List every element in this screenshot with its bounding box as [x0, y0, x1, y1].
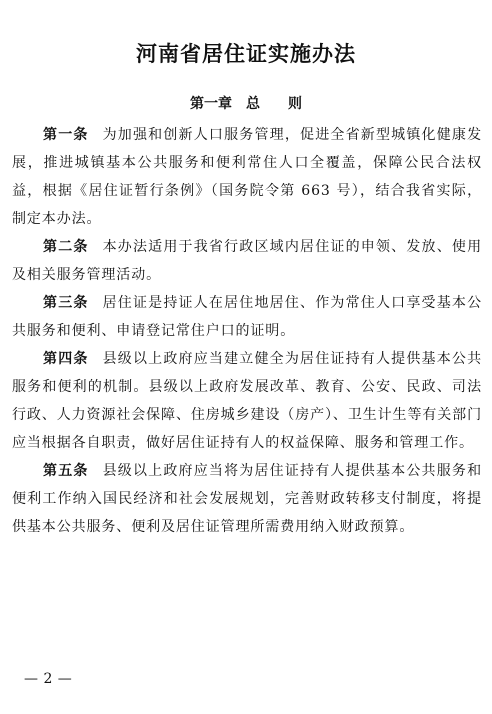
article-3 [12, 289, 482, 345]
article-number: 第三条 [43, 295, 89, 311]
article-number: 第一条 [43, 127, 89, 143]
article-4 [12, 345, 482, 457]
document-title: 河南省居住证实施办法 [136, 41, 356, 66]
article-number: 第四条 [43, 351, 89, 367]
article-number: 第五条 [43, 463, 89, 479]
article-text: 居住证是持证人在居住地居住、作为常住人口享受基本公共服务和便利、申请登记常住户口的证明。 [12, 295, 483, 339]
article-5 [12, 457, 482, 541]
article-1 [12, 121, 482, 233]
article-number: 第二条 [43, 239, 89, 255]
article-2 [12, 233, 482, 289]
chapter-heading: 第一章 总 则 [190, 96, 302, 112]
article-text: 县级以上政府应当将为居住证持有人提供基本公共服务和便利工作纳入国民经济和社会发展规划，完善财政转移支付制度，将提供基本公共服务、便利及居住证管理所需费用纳入财政预算。 [12, 463, 483, 535]
article-text: 为加强和创新人口服务管理，促进全省新型城镇化健康发展，推进城镇基本公共服务和便利常住人口全覆盖，保障公民合法权益，根据《居住证暂行条例》（国务院令第 663 号），结合我省实际，制定本办法。 [12, 127, 483, 227]
article-text: 本办法适用于我省行政区域内居住证的申领、发放、使用及相关服务管理活动。 [12, 239, 483, 283]
page-number: — 2 — [24, 671, 73, 687]
article-text: 县级以上政府应当建立健全为居住证持有人提供基本公共服务和便利的机制。县级以上政府发展改革、教育、公安、民政、司法行政、人力资源社会保障、住房城乡建设（房产）、卫生计生等有关部门应当根据各自职责，做好居住证持有人的权益保障、服务和管理工作。 [12, 351, 483, 451]
article-list [12, 121, 482, 541]
